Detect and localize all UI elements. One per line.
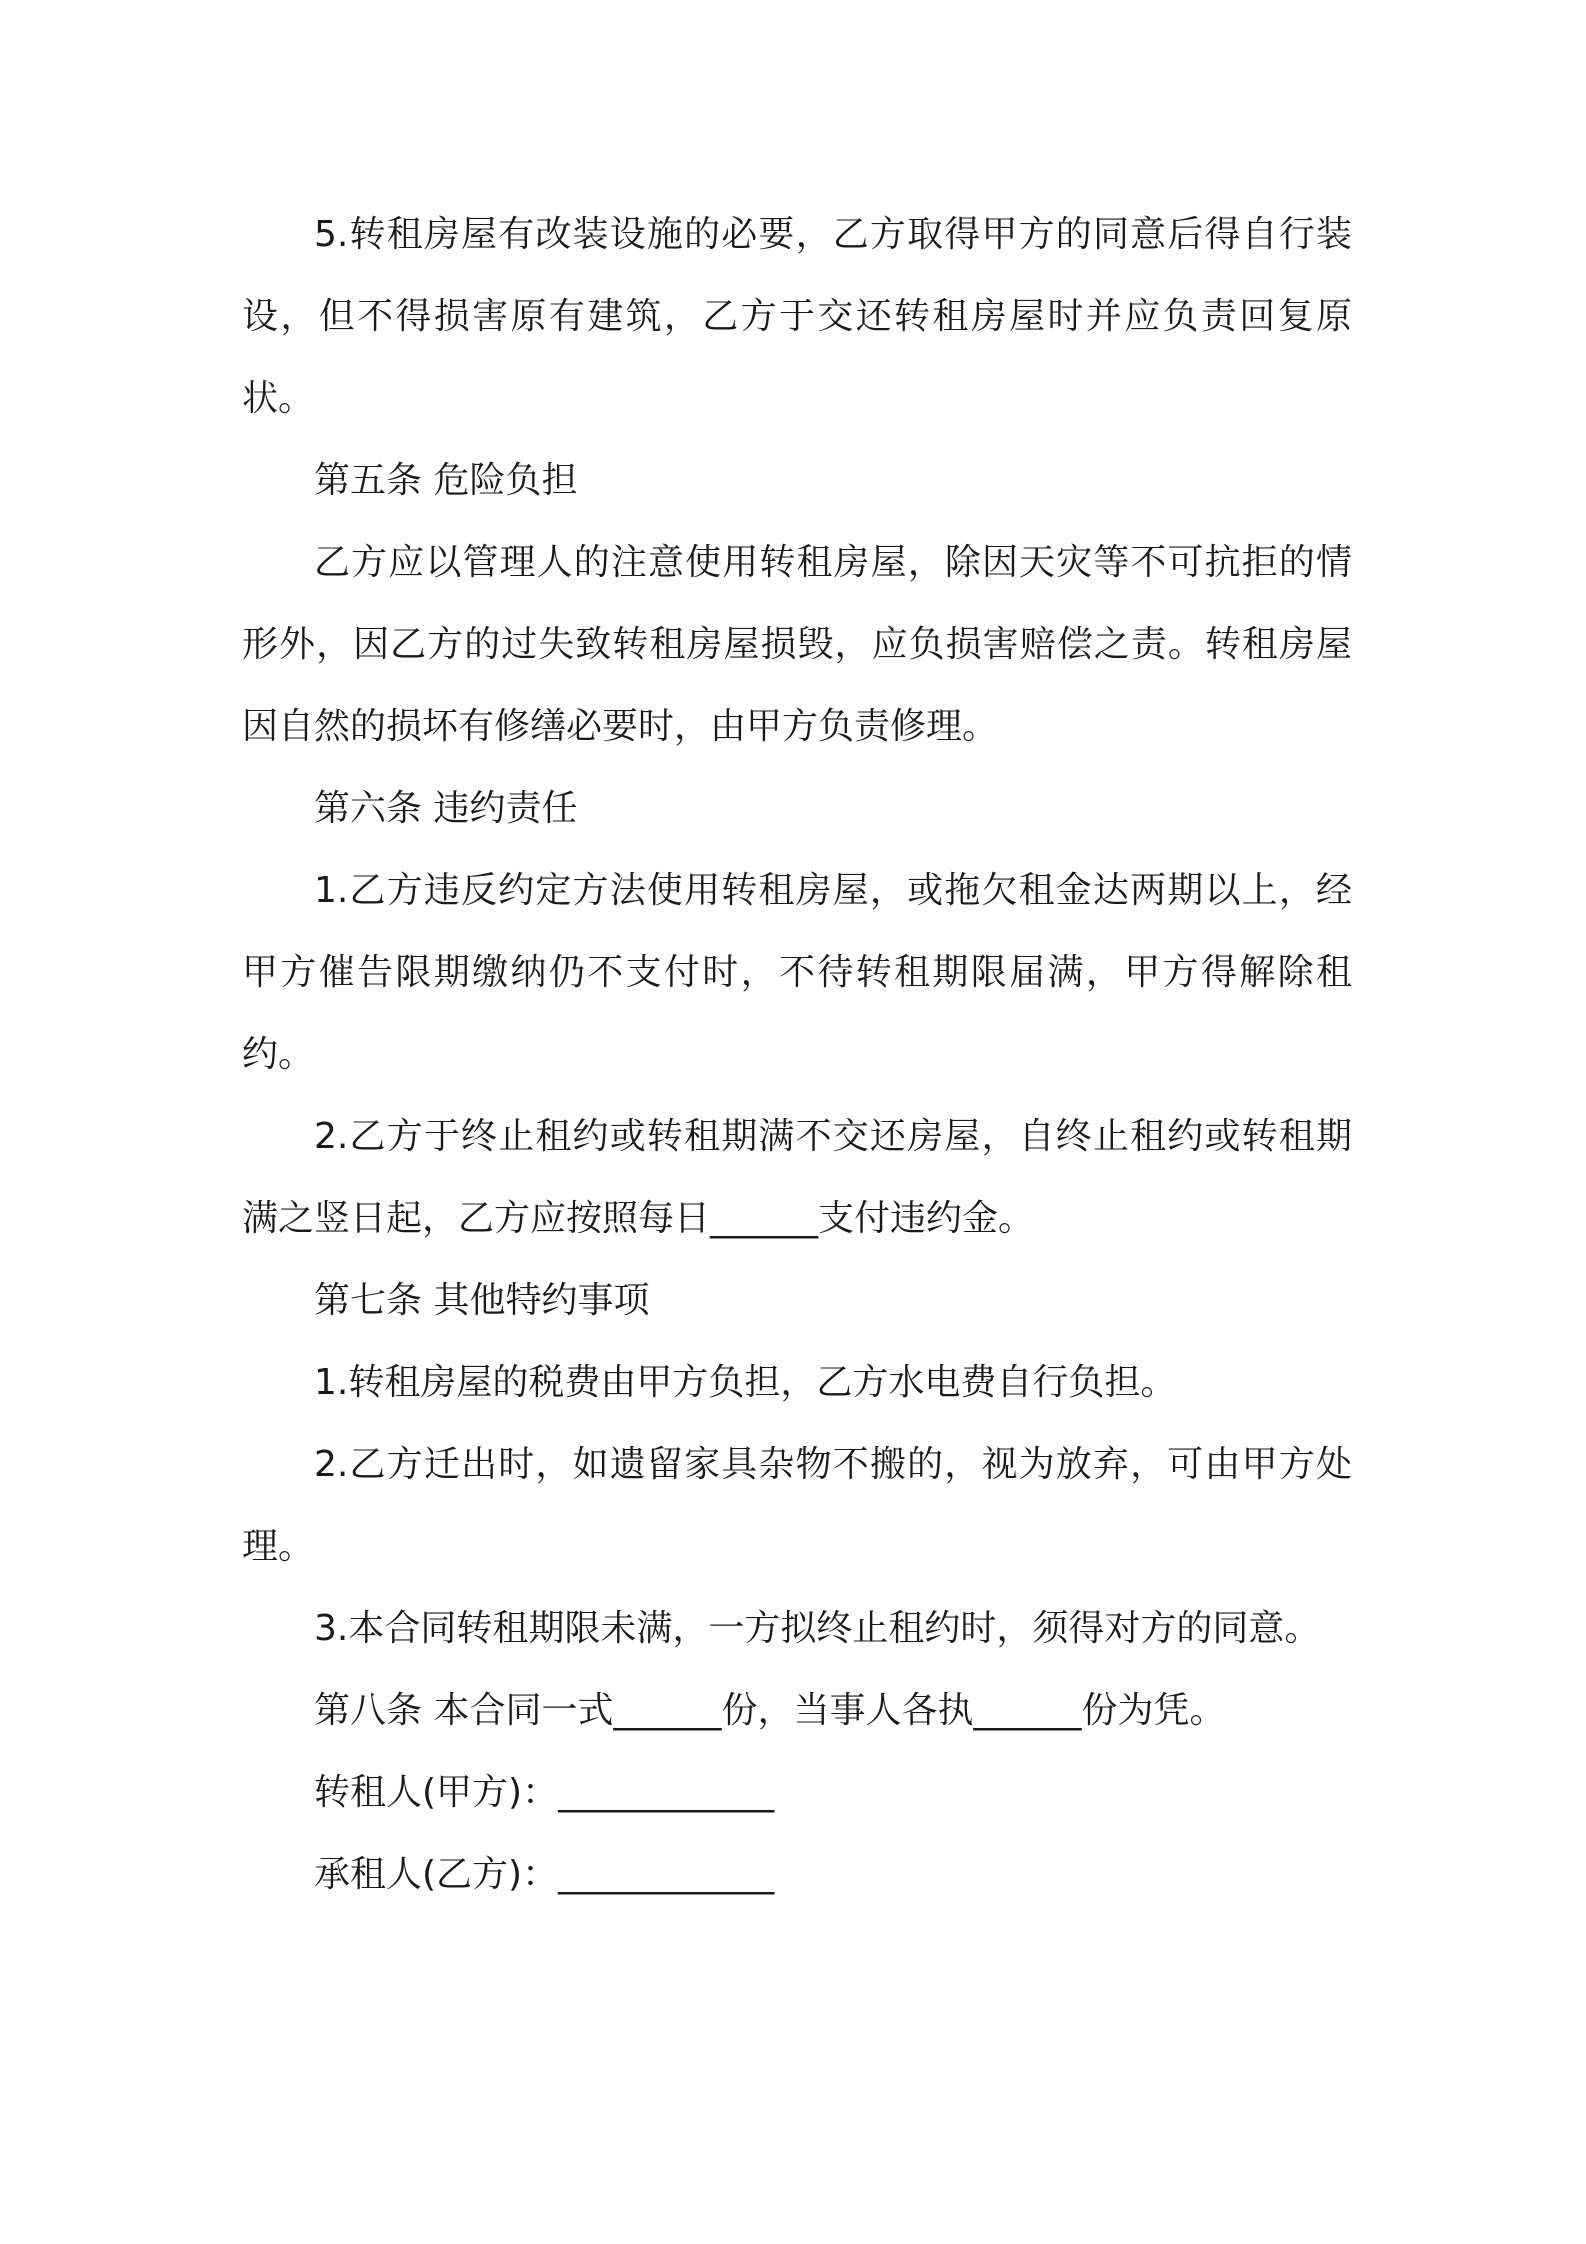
clause-7-2: 2.乙方迁出时，如遗留家具杂物不搬的，视为放弃，可由甲方处理。	[242, 1444, 1352, 1567]
article-6-heading: 第六条 违约责任	[314, 788, 578, 829]
article-5-body: 乙方应以管理人的注意使用转租房屋，除因天灾等不可抗拒的情形外，因乙方的过失致转租房屋损毁，应负损害赔偿之责。转租房屋因自然的损坏有修缮必要时，由甲方负责修理。	[242, 542, 1352, 747]
clause-6-2: 2.乙方于终止租约或转租期满不交还房屋，自终止租约或转租期满之竖日起，乙方应按照每日______支付违约金。	[242, 1116, 1352, 1239]
clause-7-3: 3.本合同转租期限未满，一方拟终止租约时，须得对方的同意。	[314, 1608, 1321, 1649]
article-7-heading: 第七条 其他特约事项	[314, 1280, 650, 1321]
clause-4-5: 5.转租房屋有改装设施的必要，乙方取得甲方的同意后得自行装设，但不得损害原有建筑，乙方于交还转租房屋时并应负责回复原状。	[242, 214, 1352, 419]
document-body	[242, 194, 1352, 1916]
article-5-heading: 第五条 危险负担	[314, 460, 578, 501]
clause-6-1: 1.乙方违反约定方法使用转租房屋，或拖欠租金达两期以上，经甲方催告限期缴纳仍不支付时，不待转租期限届满，甲方得解除租约。	[242, 870, 1352, 1075]
sublessor-signature-line: 转租人(甲方)：____________	[314, 1772, 775, 1813]
clause-7-1: 1.转租房屋的税费由甲方负担，乙方水电费自行负担。	[314, 1362, 1177, 1403]
article-8-copies: 第八条 本合同一式______份，当事人各执______份为凭。	[314, 1690, 1226, 1731]
lessee-signature-line: 承租人(乙方)：____________	[314, 1854, 775, 1895]
